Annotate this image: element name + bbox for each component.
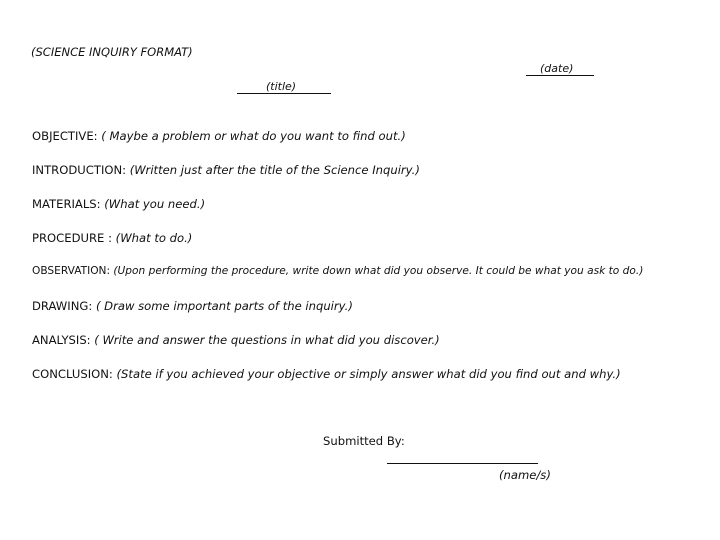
section-label: PROCEDURE : <box>32 231 112 245</box>
section-analysis <box>32 333 440 347</box>
section-description: (State if you achieved your objective or simply answer what did you find out and why.) <box>116 367 621 381</box>
section-description: ( Draw some important parts of the inquiry.) <box>95 299 353 313</box>
section-procedure <box>32 231 192 245</box>
section-label: DRAWING: <box>32 299 93 313</box>
section-label: OBSERVATION: <box>32 265 111 277</box>
date-label: (date) <box>540 62 574 75</box>
section-label: MATERIALS: <box>32 197 101 211</box>
names-label: (name/s) <box>499 468 551 482</box>
date-blank-line <box>526 75 594 76</box>
section-description: (Upon performing the procedure, write down what did you observe. It could be what you ask to do.) <box>113 265 644 277</box>
section-drawing <box>32 299 353 313</box>
section-label: INTRODUCTION: <box>32 163 127 177</box>
section-introduction <box>32 163 420 177</box>
section-description: (Written just after the title of the Science Inquiry.) <box>129 163 420 177</box>
signature-blank-line <box>387 463 538 464</box>
section-label: ANALYSIS: <box>32 333 91 347</box>
section-materials <box>32 197 205 211</box>
section-objective <box>32 129 406 143</box>
format-heading: (SCIENCE INQUIRY FORMAT) <box>31 45 193 59</box>
section-label: OBJECTIVE: <box>32 129 98 143</box>
title-label: (title) <box>266 80 297 93</box>
section-conclusion <box>32 367 621 381</box>
section-description: (What to do.) <box>115 231 193 245</box>
section-description: ( Maybe a problem or what do you want to find out.) <box>101 129 406 143</box>
section-observation <box>32 265 643 277</box>
title-blank-line <box>237 93 331 94</box>
section-description: (What you need.) <box>104 197 206 211</box>
section-description: ( Write and answer the questions in what did you discover.) <box>94 333 440 347</box>
section-label: CONCLUSION: <box>32 367 113 381</box>
submitted-by-label: Submitted By: <box>323 434 405 448</box>
